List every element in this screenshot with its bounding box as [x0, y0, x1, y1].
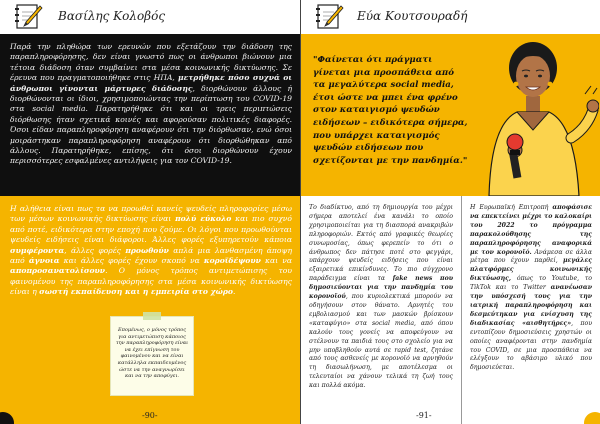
- note-tape: [143, 312, 161, 320]
- notebook-pencil-icon: [14, 2, 44, 30]
- author-name: Εύα Κουτσουραδή: [357, 9, 468, 23]
- note-text: Επομένως, ο μόνος τρόπος για αντιμετώπιση κάποιος την παραπληροφόρηση είναι να έχει επίγνωση του φαινομένου και να είναι κατάλληλα εκπαιδευμένος ώστε να την αναγνωρίσει και να την αποφύγει.: [115, 327, 189, 380]
- article-column-1: Το διαδίκτυο, από τη δημιουργία του μέχρι σήμερα αποτελεί ένα κανάλι το οποίο χρησιμοποιείται για τη διασπορά ανακριβών πληροφοριών. Εκτός από γραφικές θεωρίες συνωμοσίας, όπως φερεπείν το ότι ο άνθρωπος δεν πάτησε ποτέ στο φεγγάρι, υπάρχουν ψευδείς ειδήσεις που είναι εξαιρετικά επικίνδυνες. Το πιο σύγχρονο παράδειγμα είναι τα fake news που δημοσιεύονται για την πανδημία του κορονοϊού, που κυριολεκτικά μπορούν να οδηγήσουν στον θάνατο. Αρνητές του εμβολιασμού και των μασκών βρίσκουν «καταφύγιο» στα social media, από όπου καλούν τους γονείς να αποφεύγουν να στέλνουν τα παιδιά τους στο σχολείο για να μην υποβληθούν αυτά σε rapid test, ζητάνε από τους ασθενείς με κορονοϊό να αρνηθούν τη διασωλήνωση, με αποτέλεσμα οι τελευταίοι να χάνουν τελικά τη ζωή τους και πολλά ακόμα.: [301, 196, 461, 424]
- right-header: [301, 0, 600, 34]
- quote-section: [301, 34, 600, 196]
- reporter-illustration: [471, 38, 599, 196]
- article-text-intro: Παρά την πληθώρα των ερευνών που εξετάζουν την διάδοση της παραπληροφόρησης, δεν είναι γνωστό πως οι άνθρωποι βιώνουν μια τέτοια διάδοση όταν συμβαίνει στα μέσα κοινωνικής δικτύωσης. Σε έρευνα που πραγματοποιήθηκε στις ΗΠΑ, μετρήθηκε πόσο συχνά οι άνθρωποι γίνονται μάρτυρες διάδοσης, διορθώνουν άλλους ή διορθώνονται οι ίδιοι, χρησιμοποιώντας την περίπτωση του COVID-19 στα social media. Παρατηρήθηκε ότι και οι τρεις περιπτώσεις διόρθωσης ήταν σχετικά κοινές και αφορούσαν πολιτικές διαφορές. Όσοι είδαν παραπληροφόρηση αναφέρουν ότι την διόρθωσαν, ενώ όσοι μοιράστηκαν παραπληροφόρηση αναφέρουν ότι διορθώθηκαν από άλλους. Παρατηρήθηκε, επίσης, ότι όσοι διορθώνουν έχουν περισσότερες εσφαλμένες αντιλήψεις για τον COVID-19.: [10, 42, 293, 166]
- page-number: -90-: [142, 411, 158, 420]
- article-black-section: [0, 34, 300, 196]
- notebook-pencil-icon: [315, 2, 345, 30]
- article-yellow-section: [0, 196, 300, 424]
- sticky-note: [110, 316, 194, 396]
- author-name: Βασίλης Κολοβός: [58, 9, 166, 23]
- article-column-2: Η Ευρωπαϊκή Επιτροπή αποφάσισε να επεκτείνει μέχρι το καλοκαίρι του 2022 το πρόγραμμα παρακολούθησης της παραπληροφόρησης αναφορικά με τον κορονοϊό. Ανάμεσα σε άλλα μέτρα που έχουν παρθεί, μεγάλες πλατφόρμες κοινωνικής δικτύωσης, όπως το Youtube, το TikTok και το Twitter ανανέωσαν την υπόσχεσή τους για την ιατρική παραπληροφόρηση και δεσμεύτηκαν για ενίσχυση της διαδικασίας «αισθητήρες», που εντοπίζουν δημοσιεύσεις χρηστών οι οποίες αναφέρονται στην πανδημία του COVID, σε μια προσπάθεια να ελέγξουν το αβάσιμο υλικό που δημοσιεύεται.: [461, 196, 600, 424]
- left-header: [0, 0, 300, 34]
- right-page: [300, 0, 600, 424]
- pull-quote: "Φαίνεται ότι πράγματι γίνεται μια προσπάθεια από τα μεγαλύτερα social media, έτσι ώστε να μπει ένα φρένο στον καταιγισμό ψευδών ειδήσεων – ειδικότερα σήμερα, που υπάρχει καταιγισμός ψευδών ειδήσεων που σχετίζονται με την πανδημία.": [313, 55, 468, 166]
- page-number: -91-: [416, 411, 432, 420]
- article-text-conclusion: Η αλήθεια είναι πως τα να προωθεί κανείς ψευδείς πληροφορίες μέσω των μέσων κοινωνικής δικτύωσης είναι πολύ εύκολο και πιο συχνό από ποτέ, ειδικότερα στην εποχή που ζούμε. Οι λόγοι που προωθούνται ψευδείς ειδήσεις είναι διάφοροι. Άλλες φορές εξυπηρετούν κάποια συμφέροντα, άλλες φορές προωθούν απλά μια λανθασμένη άποψη από άγνοια και άλλες φορές έχουν σκοπό να κοροϊδέψουν και να αποπροσανατολίσουν. Ο μόνος τρόπος αντιμετώπισης του φαινομένου της παραπληροφόρησης στα μέσα κοινωνικής δικτύωσης είναι η σωστή εκπαίδευση και η εμπειρία στο χώρο.: [10, 204, 292, 297]
